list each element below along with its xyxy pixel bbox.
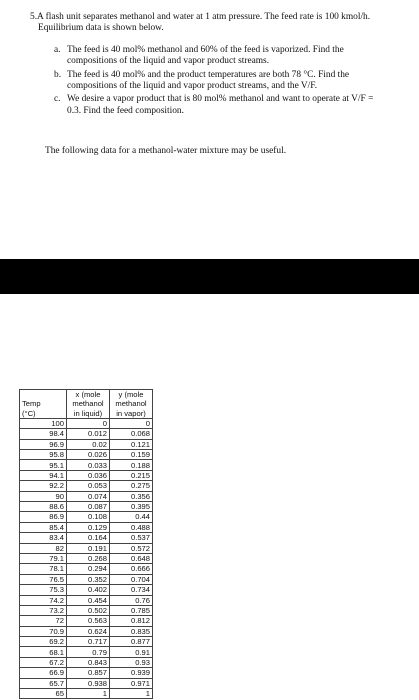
- cell-y-vapor: 0.121: [110, 439, 153, 449]
- header-temp-line2: (°C): [22, 408, 36, 418]
- table-row: [20, 470, 153, 480]
- part-text-line1: We desire a vapor product that is 80 mol% methanol and want to operate at V/F =: [67, 94, 374, 105]
- cell-temp: 68.1: [20, 647, 67, 657]
- cell-x-liquid: 0.012: [67, 429, 110, 439]
- cell-x-liquid: 0.191: [67, 543, 110, 553]
- cell-y-vapor: 0.91: [110, 647, 153, 657]
- part-text-line2: compositions of the liquid and vapor product streams, and the V/F.: [67, 81, 318, 92]
- equilibrium-data-table: [19, 389, 153, 699]
- cell-y-vapor: 0.704: [110, 574, 153, 584]
- cell-x-liquid: 0.454: [67, 595, 110, 605]
- table-row: [20, 543, 153, 553]
- table-body: [20, 418, 153, 699]
- cell-temp: 65: [20, 689, 67, 699]
- cell-x-liquid: 0.624: [67, 626, 110, 636]
- cell-y-vapor: 0.93: [110, 657, 153, 667]
- part-text-line1: The feed is 40 mol% methanol and 60% of the feed is vaporized. Find the: [67, 44, 344, 55]
- header-x-line2: methanol: [72, 399, 104, 409]
- cell-y-vapor: 0.76: [110, 595, 153, 605]
- cell-y-vapor: 0: [110, 418, 153, 428]
- cell-y-vapor: 0.835: [110, 626, 153, 636]
- table-row: [20, 668, 153, 678]
- cell-y-vapor: 1: [110, 689, 153, 699]
- cell-temp: 69.2: [20, 637, 67, 647]
- header-y: [110, 390, 153, 419]
- cell-x-liquid: 0.026: [67, 450, 110, 460]
- cell-x-liquid: 0.717: [67, 637, 110, 647]
- cell-x-liquid: 0.129: [67, 522, 110, 532]
- header-y-line3: in vapor): [116, 408, 146, 418]
- table-row: [20, 564, 153, 574]
- cell-temp: 100: [20, 418, 67, 428]
- cell-temp: 67.2: [20, 657, 67, 667]
- table-row: [20, 460, 153, 470]
- header-temp-line1: Temp: [22, 399, 41, 409]
- cell-temp: 85.4: [20, 522, 67, 532]
- cell-x-liquid: 1: [67, 689, 110, 699]
- cell-y-vapor: 0.188: [110, 460, 153, 470]
- cell-y-vapor: 0.877: [110, 637, 153, 647]
- cell-x-liquid: 0.938: [67, 678, 110, 688]
- header-y-line1: y (mole: [118, 390, 144, 399]
- table-row: [20, 657, 153, 667]
- problem-parts: [30, 45, 410, 117]
- table-row: [20, 678, 153, 688]
- cell-y-vapor: 0.215: [110, 470, 153, 480]
- table-row: [20, 647, 153, 657]
- cell-x-liquid: 0.053: [67, 481, 110, 491]
- table-header-row: [20, 390, 153, 419]
- table-row: [20, 512, 153, 522]
- cell-y-vapor: 0.971: [110, 678, 153, 688]
- table-row: [20, 450, 153, 460]
- cell-temp: 73.2: [20, 605, 67, 615]
- table-row: [20, 605, 153, 615]
- cell-y-vapor: 0.395: [110, 502, 153, 512]
- part-b: [54, 70, 410, 93]
- cell-x-liquid: 0.857: [67, 668, 110, 678]
- cell-x-liquid: 0.563: [67, 616, 110, 626]
- cell-temp: 98.4: [20, 429, 67, 439]
- cell-y-vapor: 0.666: [110, 564, 153, 574]
- header-y-line2: methanol: [115, 399, 147, 409]
- cell-x-liquid: 0.108: [67, 512, 110, 522]
- cell-temp: 66.9: [20, 668, 67, 678]
- table-row: [20, 481, 153, 491]
- table-row: [20, 585, 153, 595]
- cell-temp: 70.9: [20, 626, 67, 636]
- part-text-line2: 0.3. Find the feed composition.: [67, 105, 184, 116]
- problem-title-line1: 5.A flash unit separates methanol and water at 1 atm pressure. The feed rate is 100 kmol/h.: [30, 12, 371, 22]
- cell-temp: 82: [20, 543, 67, 553]
- part-label: c.: [54, 94, 61, 105]
- cell-temp: 95.1: [20, 460, 67, 470]
- cell-y-vapor: 0.068: [110, 429, 153, 439]
- cell-temp: 92.2: [20, 481, 67, 491]
- cell-x-liquid: 0.294: [67, 564, 110, 574]
- cell-x-liquid: 0.033: [67, 460, 110, 470]
- cell-temp: 75.3: [20, 585, 67, 595]
- cell-x-liquid: 0.402: [67, 585, 110, 595]
- part-a: [54, 45, 410, 68]
- cell-y-vapor: 0.488: [110, 522, 153, 532]
- part-text-line1: The feed is 40 mol% and the product temperatures are both 78 °C. Find the: [67, 69, 350, 80]
- table-row: [20, 574, 153, 584]
- header-x-line3: in liquid): [73, 408, 103, 418]
- cell-y-vapor: 0.812: [110, 616, 153, 626]
- header-x: [67, 390, 110, 419]
- problem-title-line2: Equilibrium data is shown below.: [38, 23, 164, 34]
- table-row: [20, 637, 153, 647]
- cell-y-vapor: 0.356: [110, 491, 153, 501]
- cell-temp: 90: [20, 491, 67, 501]
- cell-y-vapor: 0.572: [110, 543, 153, 553]
- cell-temp: 72: [20, 616, 67, 626]
- table-row: [20, 522, 153, 532]
- cell-x-liquid: 0.02: [67, 439, 110, 449]
- table-row: [20, 418, 153, 428]
- cell-x-liquid: 0.074: [67, 491, 110, 501]
- cell-y-vapor: 0.785: [110, 605, 153, 615]
- table-row: [20, 491, 153, 501]
- cell-x-liquid: 0.843: [67, 657, 110, 667]
- table-row: [20, 429, 153, 439]
- data-note: The following data for a methanol-water mixture may be useful.: [45, 146, 287, 156]
- cell-temp: 88.6: [20, 502, 67, 512]
- header-temp: [20, 390, 67, 419]
- cell-x-liquid: 0: [67, 418, 110, 428]
- cell-y-vapor: 0.939: [110, 668, 153, 678]
- table-row: [20, 502, 153, 512]
- cell-temp: 65.7: [20, 678, 67, 688]
- cell-temp: 79.1: [20, 553, 67, 563]
- part-label: a.: [54, 44, 61, 55]
- table-row: [20, 626, 153, 636]
- cell-temp: 94.1: [20, 470, 67, 480]
- table-row: [20, 553, 153, 563]
- cell-y-vapor: 0.537: [110, 533, 153, 543]
- header-x-line1: x (mole: [75, 390, 101, 399]
- cell-x-liquid: 0.164: [67, 533, 110, 543]
- part-c: [54, 94, 410, 117]
- table-row: [20, 533, 153, 543]
- cell-y-vapor: 0.275: [110, 481, 153, 491]
- cell-temp: 86.9: [20, 512, 67, 522]
- cell-temp: 96.9: [20, 439, 67, 449]
- part-label: b.: [54, 69, 62, 80]
- redaction-bar: [0, 259, 419, 294]
- cell-x-liquid: 0.036: [67, 470, 110, 480]
- cell-y-vapor: 0.159: [110, 450, 153, 460]
- cell-x-liquid: 0.087: [67, 502, 110, 512]
- cell-temp: 95.8: [20, 450, 67, 460]
- cell-y-vapor: 0.44: [110, 512, 153, 522]
- cell-y-vapor: 0.648: [110, 553, 153, 563]
- cell-temp: 78.1: [20, 564, 67, 574]
- cell-x-liquid: 0.79: [67, 647, 110, 657]
- cell-y-vapor: 0.734: [110, 585, 153, 595]
- part-text-line2: compositions of the liquid and vapor product streams.: [67, 56, 270, 67]
- cell-temp: 76.5: [20, 574, 67, 584]
- table-row: [20, 689, 153, 699]
- cell-temp: 74.2: [20, 595, 67, 605]
- cell-x-liquid: 0.268: [67, 553, 110, 563]
- cell-x-liquid: 0.502: [67, 605, 110, 615]
- table-row: [20, 595, 153, 605]
- problem-statement: [30, 12, 410, 119]
- table-row: [20, 616, 153, 626]
- cell-temp: 83.4: [20, 533, 67, 543]
- table-row: [20, 439, 153, 449]
- cell-x-liquid: 0.352: [67, 574, 110, 584]
